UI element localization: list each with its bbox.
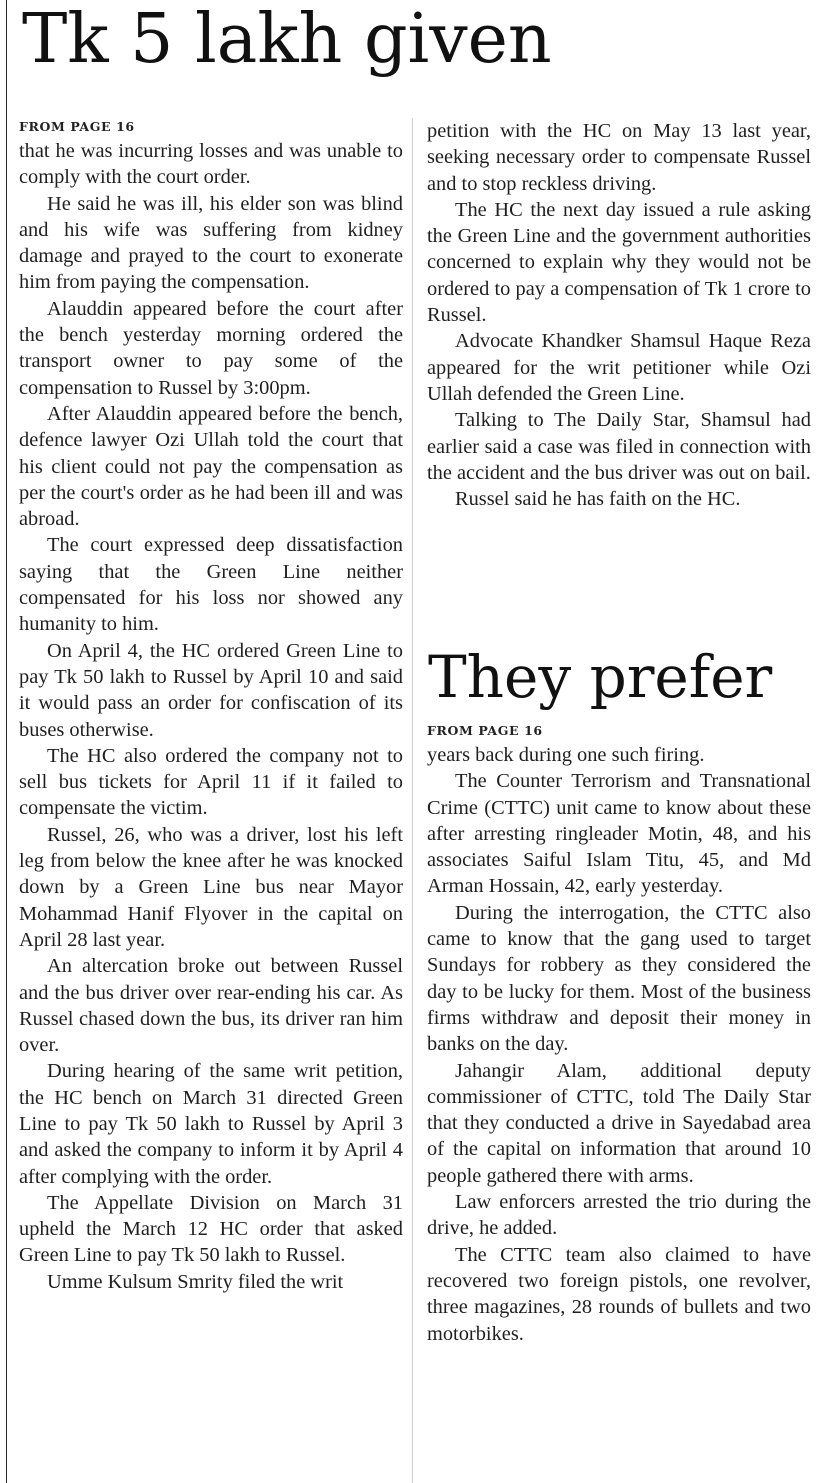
left-border-rule: [6, 0, 7, 1483]
article-2-column: [427, 722, 811, 1483]
paragraph: Advocate Khandker Shamsul Haque Reza appeared for the writ petitioner while Ozi Ullah defended the Green Line.: [427, 330, 811, 405]
column-divider: [412, 118, 413, 1483]
paragraph: The court expressed deep dissatisfaction saying that the Green Line neither compensated for his loss nor showed any humanity to him.: [19, 534, 403, 636]
paragraph: During the interrogation, the CTTC also came to know that the gang used to target Sundays for robbery as they considered the day to be lucky for them. Most of the business firms withdraw and deposit their money in banks on the day.: [427, 901, 811, 1056]
paragraph: The Appellate Division on March 31 upheld the March 12 HC order that asked Green Line to pay Tk 50 lakh to Russel.: [19, 1191, 403, 1267]
paragraph: Talking to The Daily Star, Shamsul had earlier said a case was filed in connection with the accident and the bus driver was out on bail.: [427, 409, 811, 484]
paragraph: Alauddin appeared before the court after the bench yesterday morning ordered the transport owner to pay some of the compensation to Russel by 3:00pm.: [19, 297, 403, 399]
jump-label: FROM PAGE 16: [19, 119, 135, 134]
paragraph: The CTTC team also claimed to have recovered two foreign pistols, one revolver, three magazines, 28 rounds of bullets and two motorbikes.: [427, 1243, 811, 1345]
paragraph: that he was incurring losses and was unable to comply with the court order.: [19, 140, 403, 189]
article-headline-tk-5-lakh-given: Tk 5 lakh given: [22, 0, 552, 79]
paragraph: An altercation broke out between Russel and the bus driver over rear-ending his car. As Russel chased down the bus, its driver ran him over.: [19, 955, 403, 1057]
article-1-left-column: [19, 118, 403, 1295]
paragraph: Russel said he has faith on the HC.: [455, 488, 741, 511]
paragraph: Russel, 26, who was a driver, lost his left leg from below the knee after he was knocked down by a Green Line bus near Mayor Mohammad Hanif Flyover in the capital on April 28 last year.: [19, 823, 403, 951]
paragraph: On April 4, the HC ordered Green Line to pay Tk 50 lakh to Russel by April 10 and said it would pass an order for confiscation of its buses otherwise.: [19, 639, 403, 741]
paragraph: The Counter Terrorism and Transnational Crime (CTTC) unit came to know about these after arresting ringleader Motin, 48, and his associates Saiful Islam Titu, 45, and Md Arman Hossain, 42, early yesterday.: [427, 770, 811, 898]
paragraph: The HC also ordered the company not to sell bus tickets for April 11 if it failed to compensate the victim.: [19, 744, 403, 820]
jump-label: FROM PAGE 16: [427, 723, 543, 738]
paragraph: During hearing of the same writ petition, the HC bench on March 31 directed Green Line to pay Tk 50 lakh to Russel by April 3 and asked the company to inform it by April 4 after complying with the order.: [19, 1060, 403, 1188]
article-1-right-column: [427, 118, 811, 512]
paragraph: He said he was ill, his elder son was blind and his wife was suffering from kidney damage and prayed to the court to exonerate him from paying the compensation.: [19, 192, 403, 294]
paragraph: The HC the next day issued a rule asking the Green Line and the government authorities concerned to explain why they would not be ordered to pay a compensation of Tk 1 crore to Russel.: [427, 198, 811, 327]
paragraph: Jahangir Alam, additional deputy commissioner of CTTC, told The Daily Star that they conducted a drive in Sayedabad area of the capital on information that around 10 people gathered there with arms.: [427, 1059, 811, 1187]
paragraph: Umme Kulsum Smrity filed the writ: [47, 1270, 344, 1293]
paragraph: petition with the HC on May 13 last year, seeking necessary order to compensate Russel and to stop reckless driving.: [427, 120, 811, 195]
article-headline-they-prefer: They prefer: [428, 643, 773, 711]
paragraph: years back during one such firing.: [427, 744, 705, 766]
paragraph: After Alauddin appeared before the bench, defence lawyer Ozi Ullah told the court that his client could not pay the compensation as per the court's order as he had been ill and was abroad.: [19, 402, 403, 531]
paragraph: Law enforcers arrested the trio during the drive, he added.: [427, 1191, 811, 1240]
